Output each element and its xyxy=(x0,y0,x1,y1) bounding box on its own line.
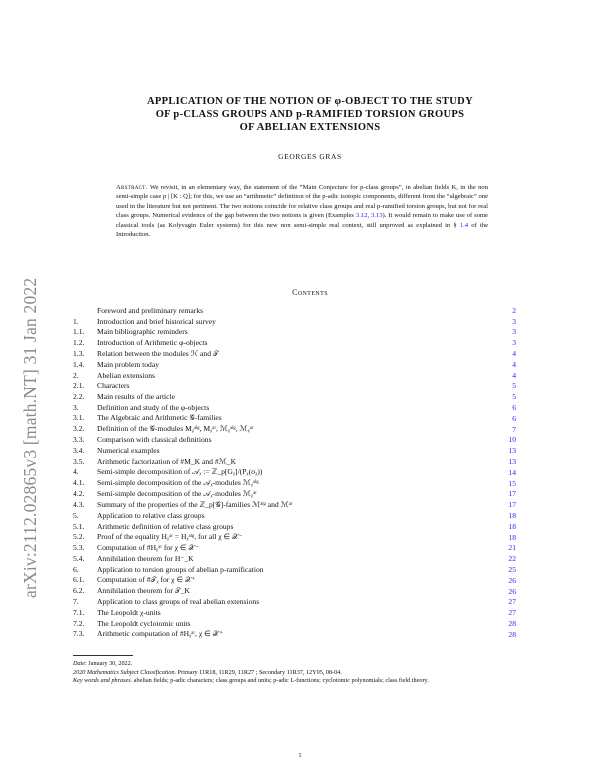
toc-entry-title: Abelian extensions xyxy=(97,370,155,380)
toc-entry-page-link[interactable]: 18 xyxy=(508,521,516,531)
toc-entry-page-link[interactable]: 6 xyxy=(512,403,516,413)
toc-entry-page-link[interactable]: 2 xyxy=(512,305,516,315)
toc-entry-number: 4.2. xyxy=(73,488,85,498)
toc-entry-number: 5.2. xyxy=(73,532,85,542)
toc-entry[interactable] xyxy=(73,510,516,521)
toc-entry-number: 5.1. xyxy=(73,521,85,531)
toc-entry-title: Semi-simple decomposition of the 𝒜ᵪ-modules ℳᵪᵃʳ xyxy=(97,488,257,498)
toc-entry-page-link[interactable]: 5 xyxy=(512,381,516,391)
toc-entry-label xyxy=(73,522,233,531)
toc-entry[interactable] xyxy=(73,629,516,640)
toc-entry[interactable] xyxy=(73,575,516,586)
arxiv-stamp xyxy=(8,180,48,600)
toc-entry[interactable] xyxy=(73,586,516,597)
footnote-date xyxy=(73,660,516,669)
title-line-3: OF ABELIAN EXTENSIONS xyxy=(239,122,381,133)
toc-entry-number: 1.2. xyxy=(73,338,85,348)
toc-entry-page-link[interactable]: 18 xyxy=(508,511,516,521)
toc-entry-page-link[interactable]: 10 xyxy=(508,435,516,445)
toc-entry[interactable] xyxy=(73,391,516,402)
toc-entry[interactable] xyxy=(73,478,516,489)
toc-entry-label xyxy=(73,619,190,628)
toc-entry-number: 4. xyxy=(73,467,79,477)
toc-entry-title: Application to torsion groups of abelian p-ramification xyxy=(97,565,264,575)
toc-entry-label xyxy=(73,478,259,488)
abstract-ref-example-3-12[interactable]: 3.12 xyxy=(355,212,368,220)
toc-entry-label xyxy=(73,338,207,347)
footnote-keywords xyxy=(73,677,516,686)
toc-entry-title: Main results of the article xyxy=(97,392,176,402)
toc-entry[interactable] xyxy=(73,489,516,500)
toc-entry-label xyxy=(73,597,259,606)
abstract-sep: , xyxy=(367,212,371,220)
title-line-2: OF p-CLASS GROUPS AND p-RAMIFIED TORSION GROUPS xyxy=(155,109,465,120)
toc-entry-title: Application to relative class groups xyxy=(97,511,205,521)
toc-entry-page-link[interactable]: 3 xyxy=(512,316,516,326)
toc-entry-page-link[interactable]: 27 xyxy=(508,597,516,607)
toc-entry[interactable] xyxy=(73,381,516,392)
toc-entry-number: 3.3. xyxy=(73,435,85,445)
toc-entry[interactable] xyxy=(73,370,516,381)
toc-entry-page-link[interactable]: 14 xyxy=(508,467,516,477)
toc-entry-title: Numerical examples xyxy=(97,446,160,456)
toc-entry-number: 3.1. xyxy=(73,413,85,423)
toc-entry-title: Computation of #Hᵪᵃʳ for χ ∈ 𝒳⁻ xyxy=(97,542,199,552)
toc-entry[interactable] xyxy=(73,543,516,554)
toc-entry-label xyxy=(73,424,253,434)
toc-entry-label xyxy=(73,575,196,585)
toc-entry-page-link[interactable]: 6 xyxy=(512,413,516,423)
toc-entry-page-link[interactable]: 5 xyxy=(512,392,516,402)
toc-entry-label xyxy=(73,349,219,359)
toc-entry-page-link[interactable]: 18 xyxy=(508,532,516,542)
toc-entry-title: Semi-simple decomposition of 𝒜ᵪ := ℤ_p[Gᵪ]/(Pᵪ(σᵪ)) xyxy=(97,467,263,477)
abstract-ref-section-1-4[interactable]: 1.4 xyxy=(459,221,469,229)
toc-entry-page-link[interactable]: 28 xyxy=(508,629,516,639)
toc-entry-page-link[interactable]: 4 xyxy=(512,349,516,359)
toc-entry-label xyxy=(73,446,160,455)
toc-entry-title: Arithmetic factorization of #M_K and #ℳ_K xyxy=(97,457,237,467)
toc-entry-label xyxy=(73,586,190,596)
toc-entry-page-link[interactable]: 21 xyxy=(508,543,516,553)
abstract xyxy=(116,183,488,239)
title-line-1: APPLICATION OF THE NOTION OF φ-OBJECT TO THE STUDY xyxy=(147,96,473,107)
toc-entry-number: 2.2. xyxy=(73,392,85,402)
toc-entry[interactable] xyxy=(73,456,516,467)
contents-heading: Contents xyxy=(292,288,328,297)
toc-entry-label xyxy=(73,565,264,574)
toc-entry[interactable] xyxy=(73,618,516,629)
toc-entry-number: 1.4. xyxy=(73,359,85,369)
toc-entry-number: 1.1. xyxy=(73,327,85,337)
author-name: GEORGES GRAS xyxy=(278,152,342,161)
toc-entry-page-link[interactable]: 28 xyxy=(508,619,516,628)
toc-entry-page-link[interactable]: 26 xyxy=(508,586,516,596)
toc-entry-label xyxy=(73,511,205,520)
toc-entry[interactable] xyxy=(73,553,516,564)
toc-entry-label xyxy=(73,500,292,510)
toc-entry-page-link[interactable]: 27 xyxy=(508,608,516,618)
toc-entry-title: Foreword and preliminary remarks xyxy=(97,305,204,315)
toc-entry-number: 5.3. xyxy=(73,542,85,552)
toc-entry-label xyxy=(73,306,203,315)
toc-entry[interactable] xyxy=(73,435,516,446)
toc-entry-label xyxy=(73,532,243,542)
paper-title xyxy=(90,95,530,134)
toc-entry-number: 4.1. xyxy=(73,478,85,488)
toc-entry[interactable] xyxy=(73,597,516,608)
toc-entry-label xyxy=(73,629,223,639)
toc-entry-label xyxy=(73,381,129,390)
abstract-text-2: ). It would remain to make use of some classical tools (as Kolyvagin Euler systems) for this new non semi-simple real context, still unproved as explained in § xyxy=(116,212,488,229)
toc-entry-label xyxy=(73,554,194,563)
toc-entry-page-link[interactable]: 7 xyxy=(512,424,516,434)
toc-entry-number: 3.4. xyxy=(73,446,85,456)
toc-entry-page-link[interactable]: 15 xyxy=(508,478,516,488)
toc-entry-number: 1. xyxy=(73,316,79,326)
toc-entry-label xyxy=(73,327,188,336)
toc-entry[interactable] xyxy=(73,467,516,478)
toc-entry-number: 7. xyxy=(73,597,79,607)
date-label: Date xyxy=(73,660,86,667)
toc-entry[interactable] xyxy=(73,413,516,424)
toc-entry-number: 7.3. xyxy=(73,629,85,639)
toc-entry-label xyxy=(73,608,161,617)
toc-entry-number: 4.3. xyxy=(73,499,85,509)
footnotes xyxy=(73,660,516,686)
toc-entry-number: 6. xyxy=(73,565,79,575)
toc-entry[interactable] xyxy=(73,337,516,348)
toc-entry-title: Introduction and brief historical survey xyxy=(97,316,216,326)
toc-entry-title: Summary of the properties of the ℤ_p[𝒢]-families ℳᵃˡᵍ and ℳᵃʳ xyxy=(97,499,293,509)
keywords-value: abelian fields; p-adic characters; class groups and units; p-adic L-functions; cyclotomic polynomials; class field theory. xyxy=(132,677,429,685)
toc-entry[interactable] xyxy=(73,532,516,543)
footnote-msc xyxy=(73,669,516,678)
toc-entry-label xyxy=(73,360,159,369)
toc-entry[interactable] xyxy=(73,305,516,316)
toc-entry-number: 6.1. xyxy=(73,575,85,585)
toc-entry[interactable] xyxy=(73,521,516,532)
toc-entry-title: Main bibliographic reminders xyxy=(97,327,188,337)
toc-entry-label xyxy=(73,403,209,412)
keywords-label: Key words and phrases. xyxy=(73,677,133,685)
toc-entry[interactable] xyxy=(73,348,516,359)
toc-entry[interactable] xyxy=(73,327,516,338)
toc-entry-label xyxy=(73,467,262,477)
msc-value: Primary 11R18, 11R29, 11R27 ; Secondary 11R37, 12Y05, 08-04. xyxy=(176,668,342,676)
toc-entry-title: Annihilation theorem for H⁻_K xyxy=(97,554,194,564)
toc-entry-label xyxy=(73,457,236,466)
page-number: 1 xyxy=(298,752,302,759)
toc-entry-page-link[interactable]: 22 xyxy=(508,554,516,564)
toc-entry-title: Definition of the 𝒢-modules Mᵪᵃˡᵍ, Mᵪᵃʳ, ℳᵪᵃˡᵍ, ℳᵪᵃʳ xyxy=(97,424,254,434)
toc-entry-label xyxy=(73,317,216,326)
toc-entry-label xyxy=(73,392,175,401)
table-of-contents xyxy=(73,305,516,640)
toc-entry-page-link[interactable]: 4 xyxy=(512,359,516,369)
toc-entry[interactable] xyxy=(73,402,516,413)
toc-entry-page-link[interactable]: 13 xyxy=(508,457,516,467)
toc-entry-page-link[interactable]: 25 xyxy=(508,565,516,575)
toc-entry-page-link[interactable]: 26 xyxy=(508,575,516,585)
toc-entry-page-link[interactable]: 13 xyxy=(508,446,516,456)
toc-entry-title: Annihilation theorem for 𝒯_K xyxy=(97,586,190,596)
abstract-label: Abstract. xyxy=(116,184,148,191)
msc-label: 2020 Mathematics Subject Classification. xyxy=(73,668,177,676)
toc-entry-title: The Leopoldt cyclotomic units xyxy=(97,619,191,628)
toc-entry-page-link[interactable]: 17 xyxy=(508,500,516,510)
toc-entry-label xyxy=(73,489,257,499)
toc-entry-title: Arithmetic definition of relative class groups xyxy=(97,521,234,531)
toc-entry[interactable] xyxy=(73,445,516,456)
toc-entry-page-link[interactable]: 17 xyxy=(508,489,516,499)
toc-entry-number: 7.2. xyxy=(73,619,85,628)
toc-entry-title: Proof of the equality Hᵪᵃʳ = Hᵪᵃˡᵍ, for all χ ∈ 𝒳⁻ xyxy=(97,532,243,542)
toc-entry-number: 5.4. xyxy=(73,554,85,564)
toc-entry[interactable] xyxy=(73,499,516,510)
toc-entry-page-link[interactable]: 4 xyxy=(512,370,516,380)
toc-entry-number: 2.1. xyxy=(73,381,85,391)
toc-entry-number: 7.1. xyxy=(73,608,85,618)
date-value: : January 30, 2022. xyxy=(85,660,133,667)
toc-entry-title: Application to class groups of real abelian extensions xyxy=(97,597,260,607)
toc-entry-title: Semi-simple decomposition of the 𝒜ᵪ-modules ℳᵪᵃˡᵍ xyxy=(97,478,259,488)
footnote-rule xyxy=(73,655,133,656)
toc-entry-number: 1.3. xyxy=(73,348,85,358)
toc-entry-title: The Leopoldt χ-units xyxy=(97,608,161,618)
toc-entry-title: Introduction of Arithmetic φ-objects xyxy=(97,338,208,348)
toc-entry-title: Relation between the modules ℋ and 𝒯 xyxy=(97,348,219,358)
toc-entry[interactable] xyxy=(73,424,516,435)
arxiv-stamp-text: arXiv:2112.02865v3 [math.NT] 31 Jan 2022 xyxy=(20,277,40,598)
toc-entry-number: 2. xyxy=(73,370,79,380)
abstract-text-3: of the Introduction. xyxy=(116,221,488,239)
abstract-text-1: We revisit, in an elementary way, the statement of the “Main Conjecture for p-class groups”, in abelian fields K, in the non semi-simple case p | [K : Q]; for this, we use an “arithmetic” definition of the p-adic isotopic components, different from the “algebraic” one used in the literature but not pertinent. The two notions coincide for relative class groups and real p-ramified torsion groups, but not for real class groups. Numerical evidence of the gap between the two notions is given (Examples xyxy=(116,184,488,220)
toc-entry-title: Arithmetic computation of #Hᵪᵃʳ, χ ∈ 𝒳⁺ xyxy=(97,629,224,639)
toc-entry-number: 5. xyxy=(73,511,79,521)
toc-entry-number: 3.5. xyxy=(73,457,85,467)
toc-entry[interactable] xyxy=(73,359,516,370)
toc-entry-page-link[interactable]: 3 xyxy=(512,338,516,348)
toc-entry-label xyxy=(73,371,155,380)
toc-entry-title: The Algebraic and Arithmetic 𝒢-families xyxy=(97,413,222,423)
toc-entry-title: Comparison with classical definitions xyxy=(97,435,212,445)
toc-entry-number: 3. xyxy=(73,403,79,413)
toc-entry-title: Definition and study of the φ-objects xyxy=(97,403,210,413)
toc-entry-number: 6.2. xyxy=(73,586,85,596)
toc-entry-label xyxy=(73,543,199,553)
toc-entry-title: Computation of #𝒯ᵪ for χ ∈ 𝒳⁺ xyxy=(97,575,196,585)
toc-entry-title: Characters xyxy=(97,381,130,391)
toc-entry-label xyxy=(73,413,222,423)
toc-entry-title: Main problem today xyxy=(97,359,160,369)
toc-entry-number: 3.2. xyxy=(73,424,85,434)
toc-entry[interactable] xyxy=(73,316,516,327)
abstract-ref-example-3-13[interactable]: 3.13 xyxy=(370,212,383,220)
toc-entry[interactable] xyxy=(73,564,516,575)
toc-entry-page-link[interactable]: 3 xyxy=(512,327,516,337)
toc-entry[interactable] xyxy=(73,607,516,618)
toc-entry-label xyxy=(73,435,212,444)
